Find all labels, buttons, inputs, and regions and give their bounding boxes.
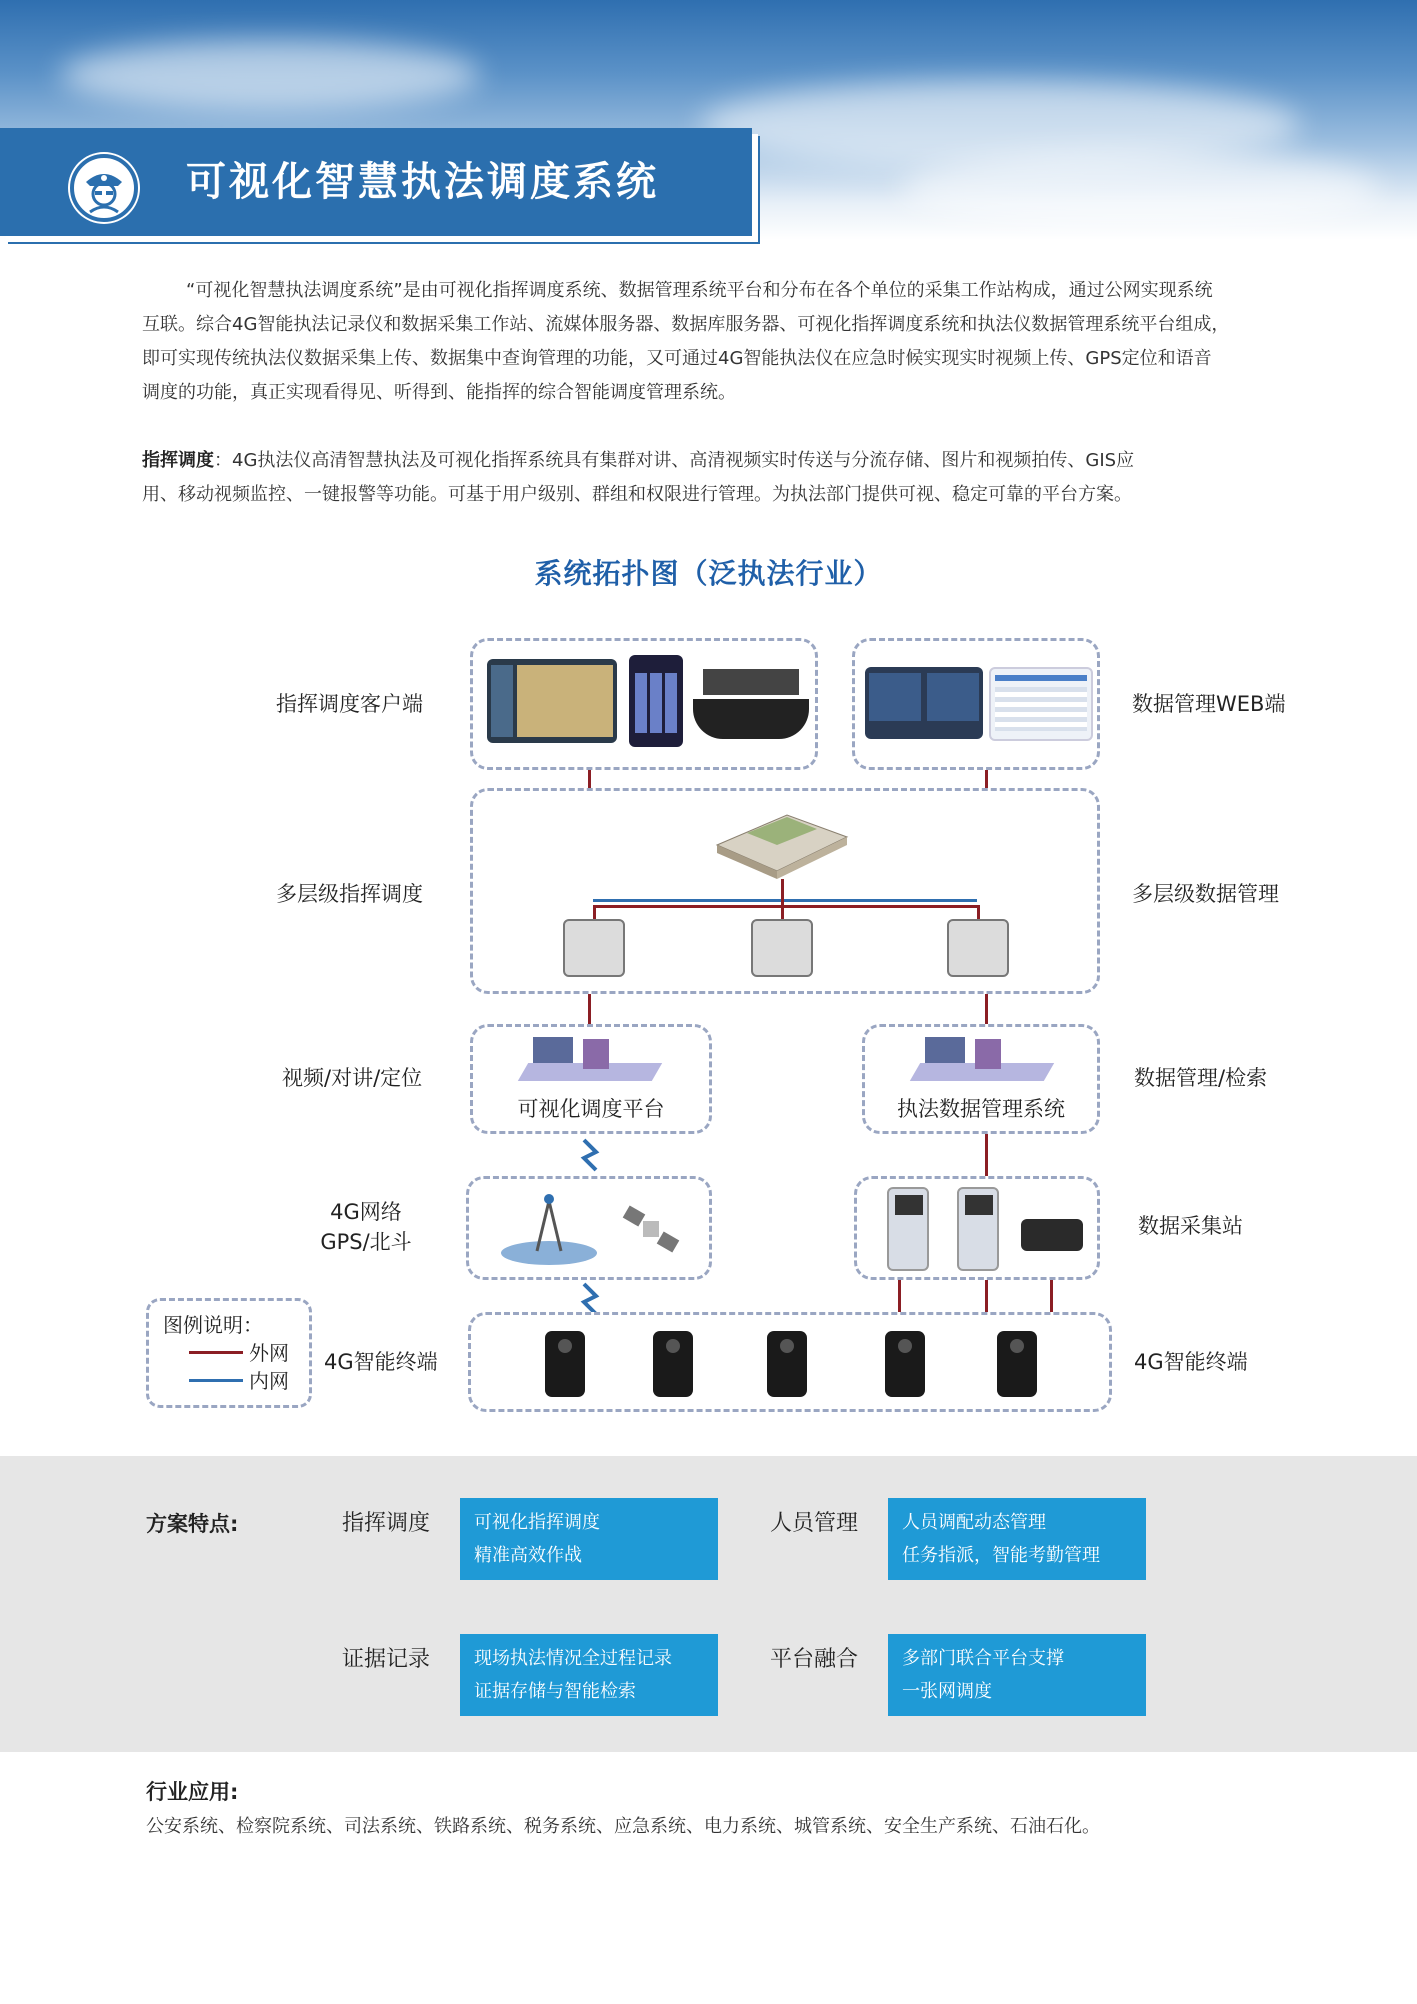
wireless-signal-icon bbox=[578, 1138, 602, 1172]
data-system-box bbox=[862, 1024, 1100, 1134]
applications-heading: 行业应用: bbox=[146, 1780, 239, 1804]
network-box bbox=[466, 1176, 712, 1280]
label-network-gps: GPS/北斗 bbox=[320, 1230, 412, 1254]
body-camera-icon bbox=[885, 1331, 925, 1397]
server-icon bbox=[563, 919, 625, 977]
features-heading: 方案特点: bbox=[146, 1512, 239, 1536]
feature-box: 可视化指挥调度 精准高效作战 bbox=[460, 1498, 718, 1580]
body-camera-icon bbox=[767, 1331, 807, 1397]
dispatch-map-screen-icon bbox=[487, 659, 617, 743]
dispatch-text: 4G执法仪高清智慧执法及可视化指挥系统具有集群对讲、高清视频实时传送与分流存储、图片和视频拍传、GIS应 bbox=[232, 450, 1135, 471]
cloud bbox=[900, 150, 1380, 230]
web-box bbox=[852, 638, 1100, 770]
dispatch-line: 指挥调度：4G执法仪高清智慧执法及可视化指挥系统具有集群对讲、高清视频实时传送与分流存储、图片和视频拍传、GIS应 bbox=[142, 450, 1135, 471]
network-platform-icon bbox=[523, 1033, 657, 1085]
intro-line: “可视化智慧执法调度系统”是由可视化指挥调度系统、数据管理系统平台和分布在各个单位的采集工作站构成，通过公网实现系统 bbox=[186, 280, 1213, 301]
visual-platform-box bbox=[470, 1024, 712, 1134]
data-system-label: 执法数据管理系统 bbox=[897, 1097, 1065, 1121]
building-icon bbox=[707, 805, 857, 881]
satellite-icon bbox=[619, 1201, 683, 1259]
control-console-icon bbox=[693, 663, 809, 745]
visual-platform-label: 可视化调度平台 bbox=[517, 1097, 665, 1121]
server-icon bbox=[947, 919, 1009, 977]
cell-tower-icon bbox=[497, 1191, 601, 1271]
tablet-icon bbox=[629, 655, 683, 747]
dispatch-line: 用、移动视频监控、一键报警等功能。可基于用户级别、群组和权限进行管理。为执法部门提供可视、稳定可靠的平台方案。 bbox=[142, 484, 1132, 505]
monitors-icon bbox=[865, 667, 983, 739]
legend-outer-line bbox=[189, 1351, 243, 1354]
police-officer-icon bbox=[68, 152, 140, 224]
body-camera-icon bbox=[997, 1331, 1037, 1397]
intro-line: 调度的功能，真正实现看得见、听得到、能指挥的综合智能调度管理系统。 bbox=[142, 382, 736, 403]
diagram-title: 系统拓扑图（泛执法行业） bbox=[534, 557, 883, 590]
legend-inner-label: 内网 bbox=[249, 1369, 289, 1393]
intro-paragraph bbox=[142, 274, 1292, 410]
web-dashboard-icon bbox=[989, 667, 1093, 741]
body-camera-icon bbox=[653, 1331, 693, 1397]
station-box bbox=[854, 1176, 1100, 1280]
label-multi-dispatch: 多层级指挥调度 bbox=[276, 882, 423, 906]
feature-box: 多部门联合平台支撑 一张网调度 bbox=[888, 1634, 1146, 1716]
client-box bbox=[470, 638, 818, 770]
legend-inner-line bbox=[189, 1379, 243, 1382]
legend-title: 图例说明： bbox=[163, 1313, 263, 1337]
feature-name: 人员管理 bbox=[770, 1511, 859, 1536]
server-icon bbox=[751, 919, 813, 977]
terminal-box bbox=[468, 1312, 1112, 1412]
label-multi-data: 多层级数据管理 bbox=[1132, 882, 1279, 906]
docking-station-icon bbox=[1021, 1219, 1083, 1251]
label-client: 指挥调度客户端 bbox=[276, 692, 423, 716]
cloud bbox=[60, 40, 480, 110]
dispatch-label: 指挥调度 bbox=[142, 450, 214, 471]
legend-box bbox=[146, 1298, 312, 1408]
collection-station-icon bbox=[887, 1187, 929, 1271]
applications-text: 公安系统、检察院系统、司法系统、铁路系统、税务系统、应急系统、电力系统、城管系统、安全生产系统、石油石化。 bbox=[146, 1816, 1100, 1837]
label-station: 数据采集站 bbox=[1138, 1214, 1243, 1238]
intro-line: 互联。综合4G智能执法记录仪和数据采集工作站、流媒体服务器、数据库服务器、可视化指挥调度系统和执法仪数据管理系统平台组成， bbox=[142, 314, 1230, 335]
body-camera-icon bbox=[545, 1331, 585, 1397]
intro-line: 即可实现传统执法仪数据采集上传、数据集中查询管理的功能，又可通过4G智能执法仪在应急时候实现实时视频上传、GPS定位和语音 bbox=[142, 348, 1212, 369]
feature-name: 证据记录 bbox=[342, 1647, 431, 1672]
multi-level-box bbox=[470, 788, 1100, 994]
feature-box: 现场执法情况全过程记录 证据存储与智能检索 bbox=[460, 1634, 718, 1716]
label-terminal-left: 4G智能终端 bbox=[324, 1350, 438, 1374]
dispatch-paragraph bbox=[142, 444, 1292, 512]
label-data-search: 数据管理/检索 bbox=[1134, 1066, 1268, 1090]
page-title: 可视化智慧执法调度系统 bbox=[186, 159, 659, 205]
feature-box: 人员调配动态管理 任务指派，智能考勤管理 bbox=[888, 1498, 1146, 1580]
label-web: 数据管理WEB端 bbox=[1132, 692, 1286, 716]
feature-name: 指挥调度 bbox=[342, 1511, 431, 1536]
collection-station-icon bbox=[957, 1187, 999, 1271]
feature-name: 平台融合 bbox=[770, 1647, 859, 1672]
legend-outer-label: 外网 bbox=[249, 1341, 289, 1365]
label-network-4g: 4G网络 bbox=[330, 1200, 402, 1224]
wireless-signal-icon bbox=[578, 1282, 602, 1316]
network-platform-icon bbox=[915, 1033, 1049, 1085]
label-terminal-right: 4G智能终端 bbox=[1134, 1350, 1248, 1374]
label-video: 视频/对讲/定位 bbox=[282, 1066, 423, 1090]
